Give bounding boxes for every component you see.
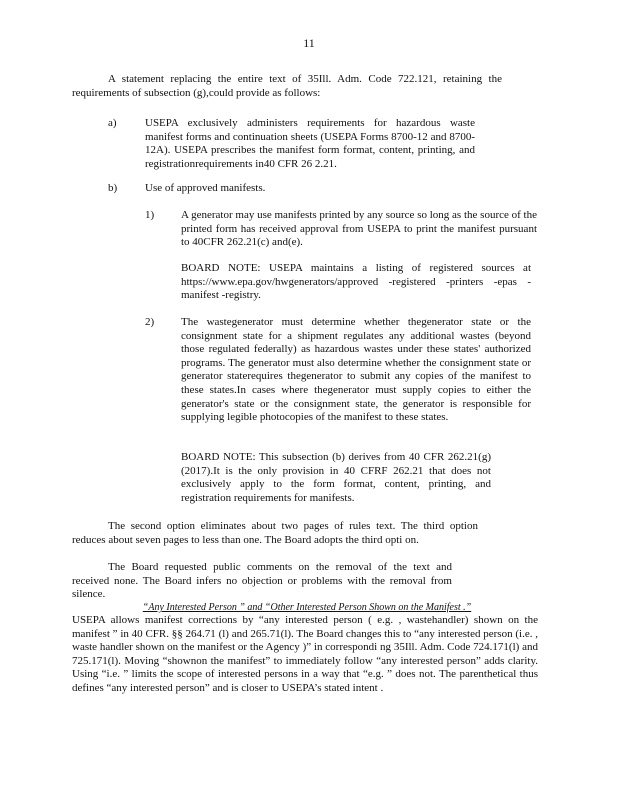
item-b-label: b) xyxy=(108,182,118,194)
board-note-2: BOARD NOTE: This subsection (b) derives from 40 CFR 262.21(g) (2017).It is the only provision in 40 CFRF 262.21 that does not exclusively apply to the form format, content, printing, and registration requirements for manifests. xyxy=(181,451,491,504)
item-b-text: Use of approved manifests. xyxy=(145,182,266,194)
item-a-text: USEPA exclusively administers requirements for hazardous waste manifest forms and continuation sheets (USEPA Forms 8700-12 and 8700-12A). USEPA prescribes the manifest form format, content, printing, and registrationrequirements in40 CFR 26 2.21. xyxy=(145,117,475,170)
intro-paragraph: A statement replacing the entire text of 35Ill. Adm. Code 722.121, retaining the requirements of subsection (g),could provide as follows: xyxy=(72,73,502,99)
board-note-1: BOARD NOTE: USEPA maintains a listing of registered sources at https://www.epa.gov/hwgenerators/approved -registered -printers -epas -manifest -registry. xyxy=(181,262,531,302)
second-option-paragraph: The second option eliminates about two pages of rules text. The third option reduces about seven pages to less than one. The Board adopts the third opti on. xyxy=(72,520,478,546)
subitem-1-label: 1) xyxy=(145,209,155,221)
subitem-2-text: The wastegenerator must determine whether thegenerator state or the consignment state for a shipment regulates any additional wastes (beyond those regulated federally) as hazardous wastes under these states' authorized programs. The generator must also determine whether the consignment state or generator staterequires thegenerator to submit any copies of the manifest to these states.In cases where thegenerator must supply copies to either the generator's state or the consignment state, the generator is responsible for supplying legible photocopies of the manifest to these states. xyxy=(181,316,531,424)
subitem-1-text: A generator may use manifests printed by any source so long as the source of the printed form has received approval from USEPA to print the manifest pursuant to 40CFR 262.21(c) and(e). xyxy=(181,209,537,249)
item-a-label: a) xyxy=(108,117,117,129)
public-comments-paragraph: The Board requested public comments on the removal of the text and received none. The Board infers no objection or problems with the removal from silence. xyxy=(72,561,452,601)
usepa-paragraph: USEPA allows manifest corrections by “any interested person ( e.g. , wastehandler) shown on the manifest ” in 40 CFR. §§ 264.71 (l) and 265.71(l). The Board changes this to “any interested person (i.e. , waste handler shown on the manifest or the Agency )” in correspondi ng 35Ill. Adm. Code 724.171(l) and 725.171(l). Moving “shownon the manifest” to immediately follow “any interested person” adds clarity. Using “i.e. ” limits the scope of interested persons in a way that “e.g. ” does not. The parenthetical thus defines “any interested person” and is closer to USEPA’s stated intent . xyxy=(72,614,538,694)
page-number: 11 xyxy=(303,36,315,50)
subitem-2-label: 2) xyxy=(145,316,155,328)
section-heading: “Any Interested Person ” and “Other Interested Person Shown on the Manifest .” xyxy=(142,602,472,613)
